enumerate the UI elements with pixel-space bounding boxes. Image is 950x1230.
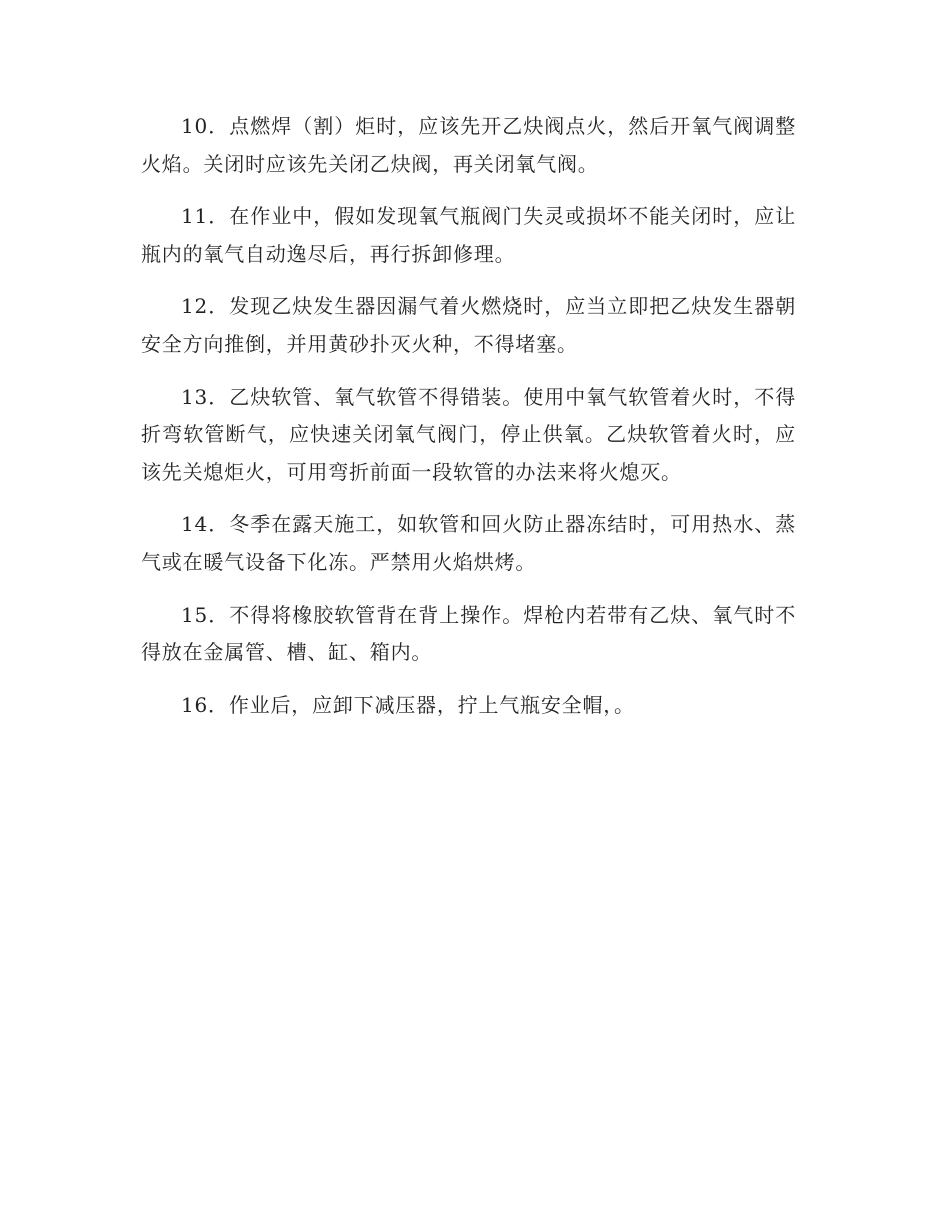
paragraph-11: 11．在作业中，假如发现氧气瓶阀门失灵或损坏不能关闭时，应让瓶内的氧气自动逸尽后，再行拆卸修理。: [141, 204, 796, 266]
paragraph-10: 10．点燃焊（割）炬时，应该先开乙炔阀点火，然后开氧气阀调整火焰。关闭时应该先关闭乙炔阀，再关闭氧气阀。: [141, 114, 796, 176]
paragraph-12: 12．发现乙炔发生器因漏气着火燃烧时，应当立即把乙炔发生器朝安全方向推倒，并用黄砂扑灭火种，不得堵塞。: [141, 294, 796, 356]
paragraph-15: 15．不得将橡胶软管背在背上操作。焊枪内若带有乙炔、氧气时不得放在金属管、槽、缸、箱内。: [141, 602, 796, 665]
paragraph-16: 16．作业后，应卸下减压器，拧上气瓶安全帽，。: [181, 692, 635, 717]
paragraph-14: 14．冬季在露天施工，如软管和回火防止器冻结时，可用热水、蒸气或在暖气设备下化冻。严禁用火焰烘烤。: [141, 512, 796, 574]
paragraph-13: 13．乙炔软管、氧气软管不得错装。使用中氧气软管着火时，不得折弯软管断气，应快速关闭氧气阀门，停止供氧。乙炔软管着火时，应该先关熄炬火，可用弯折前面一段软管的办法来将火熄灭。: [141, 384, 796, 484]
document-body: [141, 108, 796, 739]
